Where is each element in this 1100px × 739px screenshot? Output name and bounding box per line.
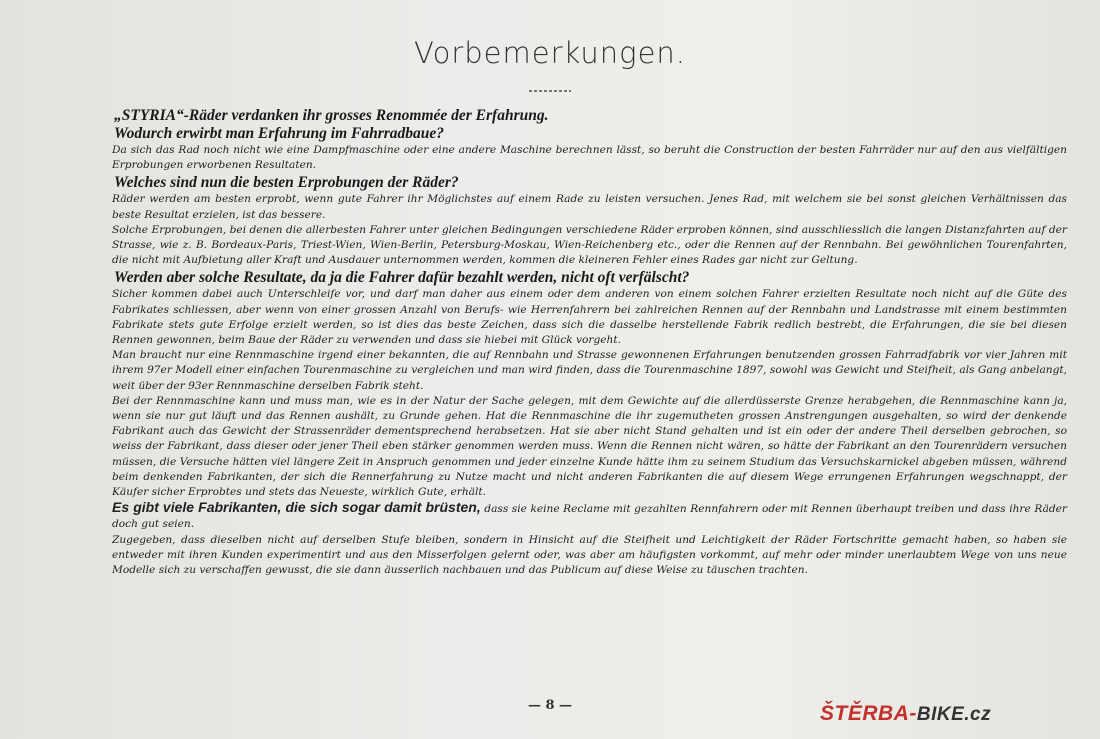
watermark-part1: ŠTĚRBA	[820, 702, 910, 725]
paragraph-5: Man braucht nur eine Rennmaschine irgend einer bekannten, die auf Rennbahn und Strasse gewonnenen Erfahrungen benutzenden grossen Fahrradfabrik vor vier Jahren mit ihrem 97er Modell einer einfachen Tourenmaschine zu vergleichen und man wird finden, dass die Tourenmaschine 1897, sowohl was Gewicht und Steifheit, als Gang anbelangt, weit über der 93er Rennmaschine derselben Fabrik steht.	[112, 349, 1067, 392]
paragraph-7-lead: Es gibt viele Fabrikanten, die sich sogar damit brüsten,	[112, 499, 481, 516]
heading-renommee: „STYRIA“-Räder verdanken ihr grosses Renommée der Erfahrung.	[114, 107, 549, 124]
paragraph-4: Sicher kommen dabei auch Unterschleife vor, und darf man daher aus einem oder dem anderen von einem solchen Fahrer erzielten Resultate noch nicht auf die Güte des Fabrikates schliessen, aber wenn von einer grossen Anzahl von Berufs- wie Herrenfahrern bei zahlreichen Rennen auf der Rennbahn und Landstrasse mit einem bestimmten Fabrikate stets gute Erfolge erzielt werden, so ist dies das beste Zeichen, dass sich die dasselbe herstellende Fabrik redlich bestrebt, die Erfahrungen, die sie bei diesen Rennen gewonnen, beim Baue der Räder zu verwenden und dass sie hiebei mit Glück vorgeht.	[112, 288, 1067, 347]
paragraph-8: Zugegeben, dass dieselben nicht auf derselben Stufe bleiben, sondern in Hinsicht auf die Steifheit und Leichtigkeit der Räder Fortschritte gemacht haben, so haben sie entweder mit ihren Kunden experimentirt und aus den Misserfolgen gelernt oder, was aber am häufigsten vorkommt, auf mehr oder minder unerlaubtem Wege von uns neue Modelle sich zu verschaffen gewusst, die sie dann äusserlich nachbauen und das Publicum auf diese Weise zu täuschen trachten.	[112, 533, 1067, 577]
watermark-logo	[820, 702, 991, 726]
watermark-part2: BIKE.cz	[916, 704, 992, 725]
paragraph-7-text: dass sie keine Reclame mit gezahlten Rennfahrern oder mit Rennen überhaupt treiben und dass ihre Räder doch gut seien.	[112, 503, 1067, 531]
paragraph-2: Räder werden am besten erprobt, wenn gute Fahrer ihr Möglichstes auf einem Rade zu leisten versuchen. Jenes Rad, mit welchem sie bei sonst gleichen Verhältnissen das beste Resultat erzielen, ist das bessere.	[112, 193, 1067, 221]
page-title: Vorbemerkungen.	[413, 36, 687, 70]
page-number: — 8 —	[527, 698, 573, 713]
heading-erprobungen: Welches sind nun die besten Erprobungen der Räder?	[114, 174, 459, 192]
text-body	[112, 106, 1067, 578]
paragraph-3: Solche Erprobungen, bei denen die allerbesten Fahrer unter gleichen Bedingungen verschiedene Räder erproben können, sind ausschliesslich die langen Distanzfahrten auf der Strasse, wie z. B. Bordeaux-Paris, Triest-Wien, Wien-Berlin, Petersburg-Moskau, Wien-Reichenberg etc., oder die Rennen auf der Rennbahn. Bei gewöhnlichen Tourenfahrten, die nicht mit Aufbietung aller Kraft und Ausdauer unternommen werden, kommen die kleineren Fehler eines Rades gar nicht zur Geltung.	[112, 223, 1067, 267]
paragraph-6: Bei der Rennmaschine kann und muss man, wie es in der Natur der Sache gelegen, mit dem Gewichte auf die allerdüsserste Grenze herabgehen, die Rennmaschine kann ja, wenn sie nur gut läuft und das Rennen aushält, zu Grunde gehen. Hat die Rennmaschine die ihr zugemutheten grossen Anstrengungen ausgehalten, so wird der denkende Fabrikant auch das Gewicht der Strassenräder dementsprechend herabsetzen. Hat sie aber nicht Stand gehalten und ist ein oder der andere Theil derselben gebrochen, so weiss der Fabrikant, dass dieser oder jener Theil eben stärker genommen werden muss. Wenn die Rennen nicht wären, so hätte der Fabrikant an den Tourenrädern versuchen müssen, die Versuche hätten viel längere Zeit in Anspruch genommen und jeder einzelne Kunde hätte ihm zu seinem Studium das Versuchskarnickel abgeben müssen, während beim denkenden Fabrikanten, der sich die Rennerfahrung zu Nutze macht und nicht anderen Fabrikanten die auf diesem Wege errungenen Erfahrungen wegschnappt, der Käufer sicher Erprobtes und stets das Neueste, wirklich Gute, erhält.	[112, 394, 1067, 499]
heading-erfahrung: Wodurch erwirbt man Erfahrung im Fahrradbaue?	[114, 125, 445, 142]
title-divider	[529, 90, 571, 92]
watermark-sep: -	[909, 702, 917, 725]
paragraph-7	[112, 500, 1067, 532]
heading-resultate: Werden aber solche Resultate, da ja die Fahrer dafür bezahlt werden, nicht oft verfälscht?	[114, 269, 690, 287]
paragraph-1: Da sich das Rad noch nicht wie eine Dampfmaschine oder eine andere Maschine berechnen lässt, so beruht die Construction der besten Fahrräder nur auf den aus vielfältigen Erprobungen erworbenen Resultaten.	[112, 144, 1067, 172]
